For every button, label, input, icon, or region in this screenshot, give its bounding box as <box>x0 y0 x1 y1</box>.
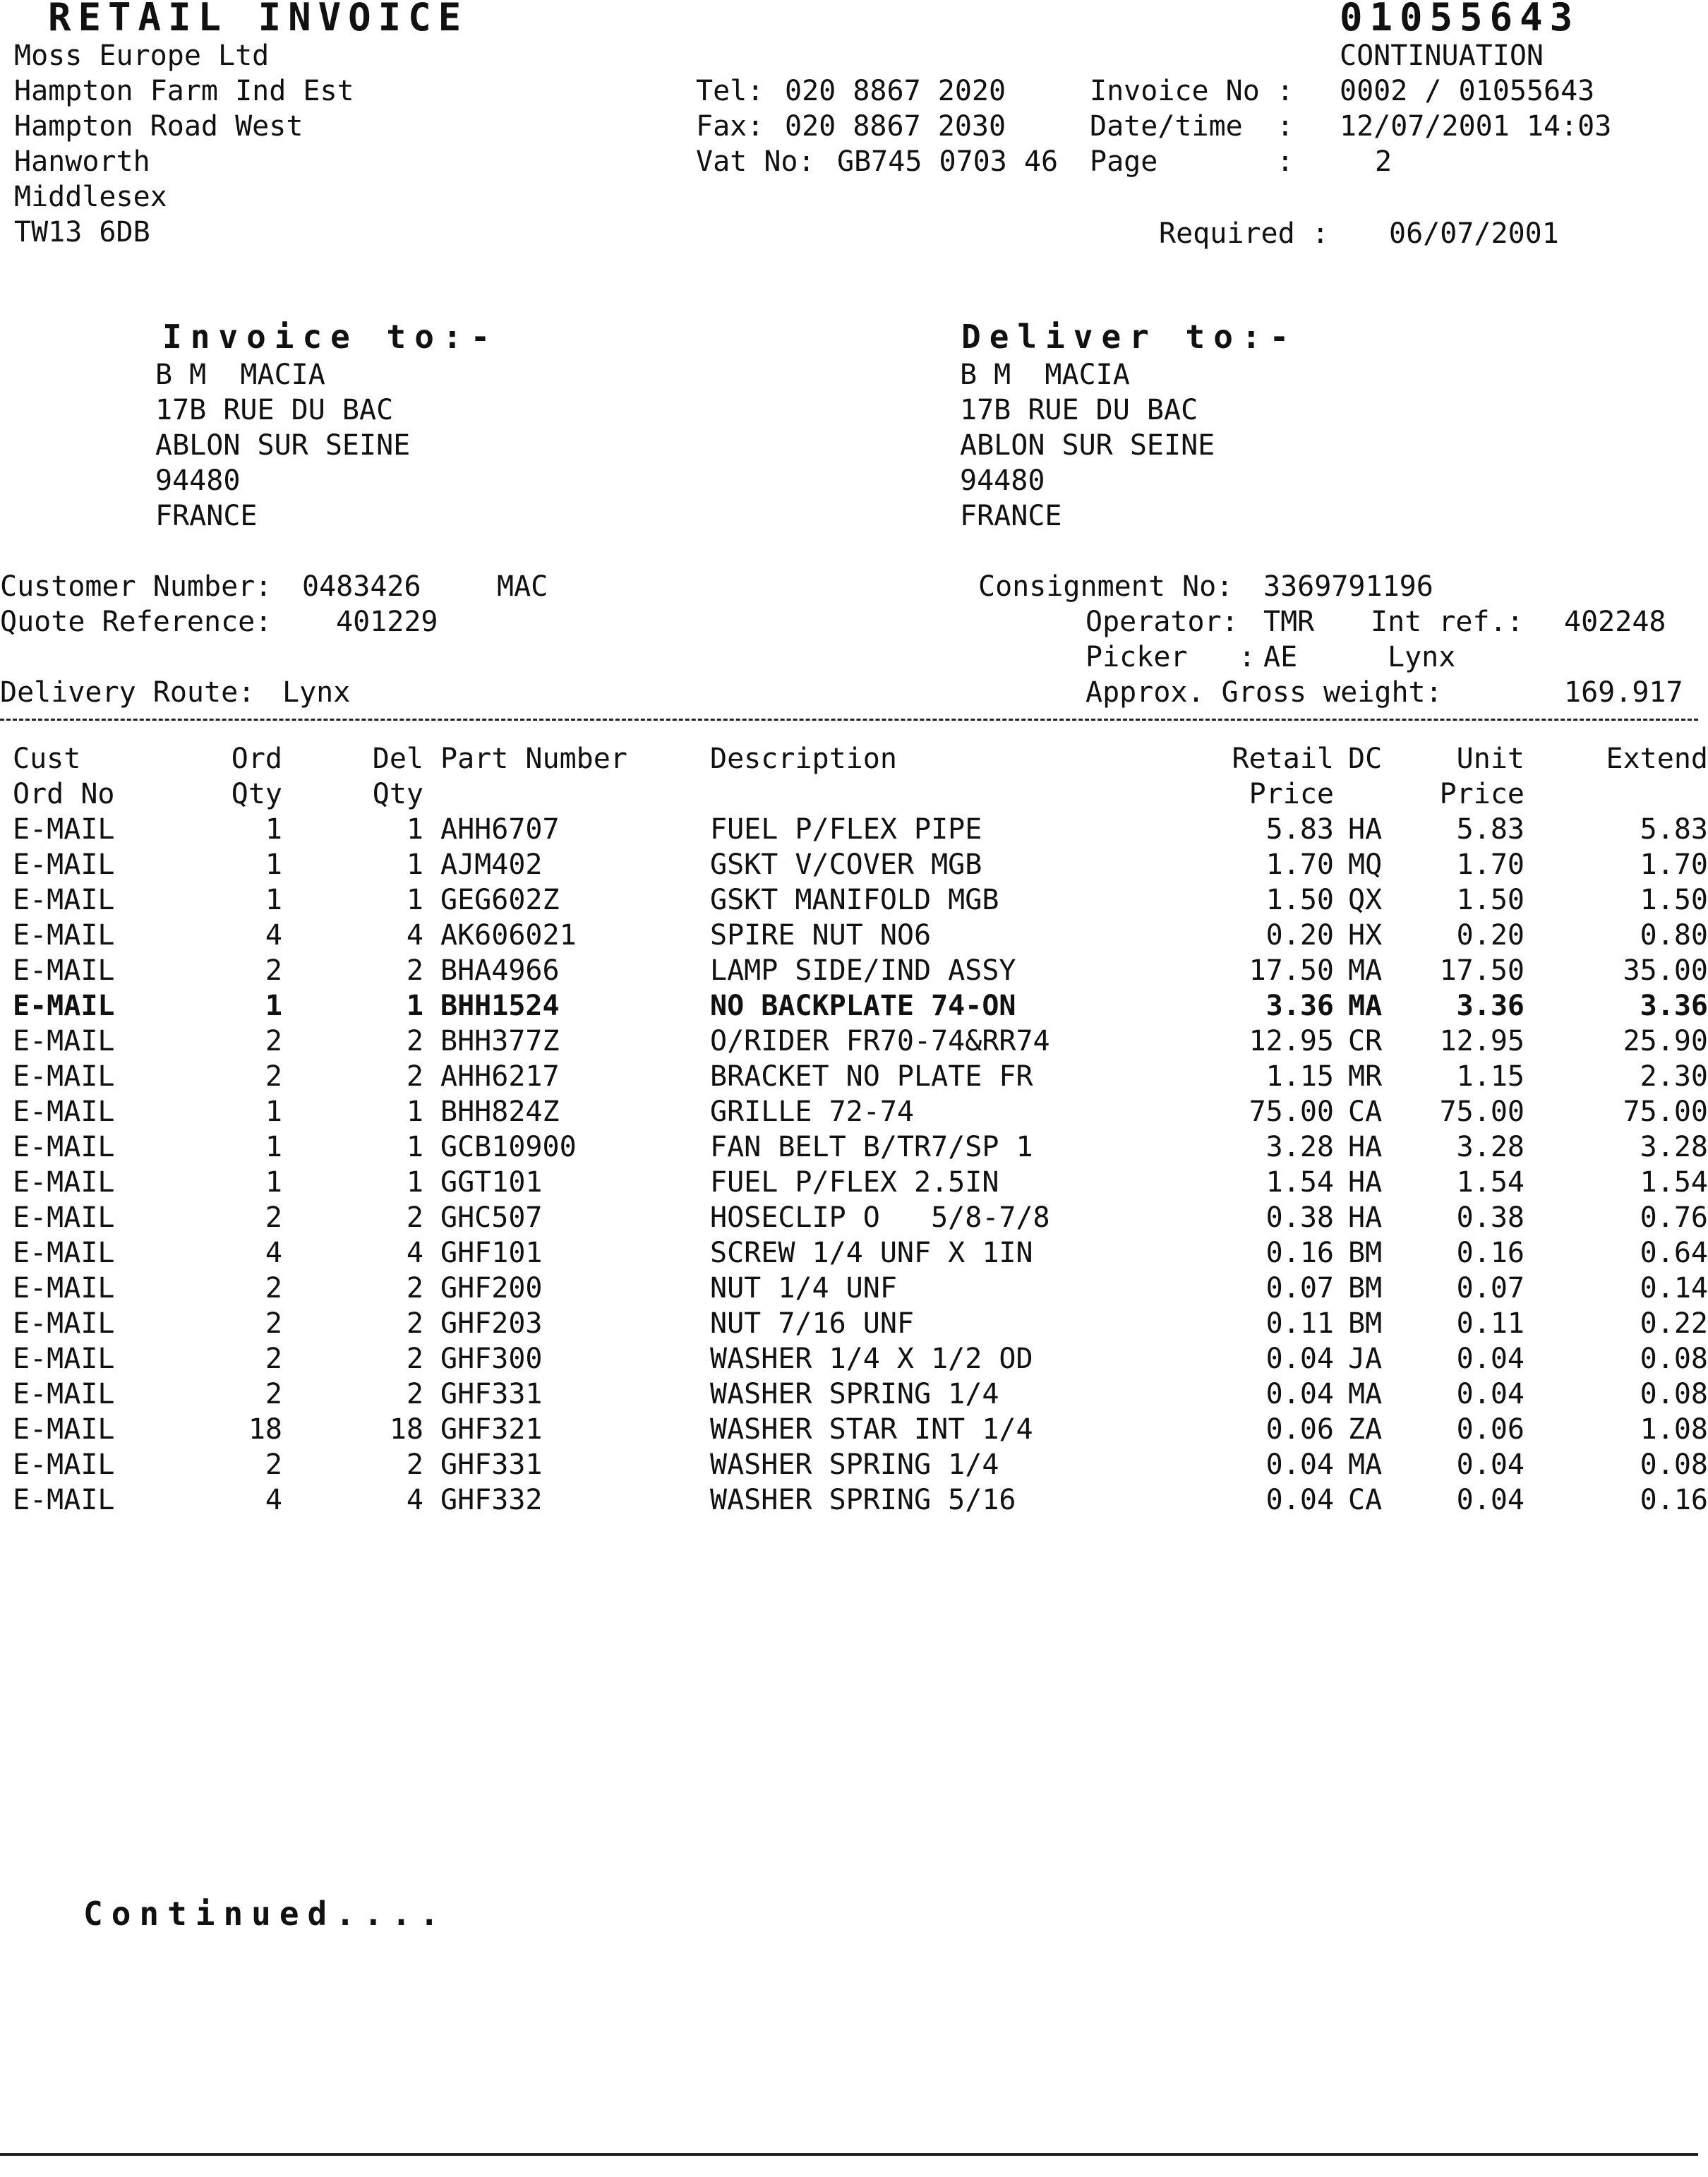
gross-weight-value: 169.917 <box>1564 676 1683 709</box>
table-row <box>0 918 1708 953</box>
table-header-row-2 <box>0 776 1698 812</box>
header-ord-qty: Qty <box>231 778 282 810</box>
cell-retail-price: 0.11 <box>1265 1307 1334 1340</box>
cell-dc: JA <box>1348 1343 1383 1375</box>
cell-cust-ord-no: E-MAIL <box>13 1131 115 1163</box>
header-description: Description <box>710 743 897 775</box>
cell-retail-price: 0.06 <box>1265 1413 1334 1446</box>
cell-extended: 0.08 <box>1640 1343 1708 1375</box>
table-row <box>0 812 1708 847</box>
invoice-to-name: B M MACIA <box>155 359 325 391</box>
cell-part-number: AK606021 <box>440 919 577 952</box>
cell-unit-price: 75.00 <box>1439 1096 1524 1128</box>
cell-description: WASHER SPRING 5/16 <box>710 1484 1016 1516</box>
company-address-line-4: Middlesex <box>14 181 167 213</box>
header-extend: Extend <box>1606 743 1708 775</box>
cell-extended: 0.64 <box>1640 1237 1708 1269</box>
cell-cust-ord-no: E-MAIL <box>13 848 115 881</box>
cell-part-number: GHF200 <box>440 1272 543 1305</box>
header-del-qty: Qty <box>372 778 423 810</box>
cell-description: SPIRE NUT NO6 <box>710 919 932 952</box>
invoice-to-country: FRANCE <box>155 500 258 532</box>
table-row <box>0 1129 1708 1165</box>
cell-description: BRACKET NO PLATE FR <box>710 1060 1033 1093</box>
cell-del-qty: 2 <box>406 1060 423 1093</box>
table-row <box>0 847 1708 882</box>
cell-part-number: GHF203 <box>440 1307 543 1340</box>
cell-ord-qty: 2 <box>265 1449 282 1481</box>
cell-unit-price: 0.04 <box>1456 1378 1524 1410</box>
cell-retail-price: 5.83 <box>1265 813 1334 846</box>
table-row <box>0 953 1708 988</box>
cell-ord-qty: 1 <box>265 848 282 881</box>
cell-description: SCREW 1/4 UNF X 1IN <box>710 1237 1033 1269</box>
cell-unit-price: 0.20 <box>1456 919 1524 952</box>
cell-del-qty: 2 <box>406 1307 423 1340</box>
table-row <box>0 1024 1708 1059</box>
cell-del-qty: 1 <box>406 813 423 846</box>
cell-retail-price: 17.50 <box>1249 954 1334 987</box>
deliver-to-postcode: 94480 <box>960 464 1045 497</box>
cell-retail-price: 12.95 <box>1249 1025 1334 1057</box>
cell-extended: 2.30 <box>1640 1060 1708 1093</box>
cell-del-qty: 2 <box>406 1343 423 1375</box>
cell-extended: 75.00 <box>1623 1096 1708 1128</box>
cell-unit-price: 0.06 <box>1456 1413 1524 1446</box>
cell-cust-ord-no: E-MAIL <box>13 1484 115 1516</box>
fax-label: Fax: <box>696 110 764 143</box>
cell-dc: HA <box>1348 813 1383 846</box>
cell-dc: MA <box>1348 954 1383 987</box>
tel-label: Tel: <box>696 75 764 107</box>
cell-description: GSKT MANIFOLD MGB <box>710 884 999 916</box>
cell-description: FUEL P/FLEX 2.5IN <box>710 1166 999 1199</box>
cell-extended: 35.00 <box>1623 954 1708 987</box>
cell-unit-price: 0.04 <box>1456 1343 1524 1375</box>
int-ref-value: 402248 <box>1564 606 1666 638</box>
header-retail: Retail <box>1232 743 1334 775</box>
continuation-label: CONTINUATION <box>1340 40 1544 72</box>
company-address-line-1: Hampton Farm Ind Est <box>14 75 354 107</box>
cell-del-qty: 1 <box>406 1166 423 1199</box>
company-name: Moss Europe Ltd <box>14 40 270 72</box>
cell-part-number: GHF321 <box>440 1413 543 1446</box>
cell-cust-ord-no: E-MAIL <box>13 919 115 952</box>
operator-label: Operator: <box>1085 606 1239 638</box>
cell-part-number: GHF331 <box>440 1449 543 1481</box>
cell-dc: HX <box>1348 919 1383 952</box>
cell-unit-price: 1.54 <box>1456 1166 1524 1199</box>
table-row <box>0 1059 1708 1094</box>
customer-number-label: Customer Number: <box>0 570 272 603</box>
cell-description: WASHER 1/4 X 1/2 OD <box>710 1343 1033 1375</box>
cell-ord-qty: 1 <box>265 813 282 846</box>
cell-extended: 1.50 <box>1640 884 1708 916</box>
cell-extended: 25.90 <box>1623 1025 1708 1057</box>
cell-cust-ord-no: E-MAIL <box>13 813 115 846</box>
cell-unit-price: 0.04 <box>1456 1484 1524 1516</box>
cell-cust-ord-no: E-MAIL <box>13 1060 115 1093</box>
cell-extended: 0.08 <box>1640 1449 1708 1481</box>
cell-retail-price: 1.15 <box>1265 1060 1334 1093</box>
cell-description: NUT 7/16 UNF <box>710 1307 914 1340</box>
cell-description: NUT 1/4 UNF <box>710 1272 897 1305</box>
table-row <box>0 988 1708 1024</box>
deliver-to-name: B M MACIA <box>960 359 1130 391</box>
table-row <box>0 1306 1708 1341</box>
table-header-row-1 <box>0 741 1708 776</box>
continued-label: Continued.... <box>83 1895 448 1933</box>
cell-del-qty: 4 <box>406 1484 423 1516</box>
delivery-route: Lynx <box>282 676 351 709</box>
cell-extended: 5.83 <box>1640 813 1708 846</box>
cell-part-number: GEG602Z <box>440 884 560 916</box>
cell-del-qty: 1 <box>406 1096 423 1128</box>
table-row <box>0 1412 1708 1447</box>
cell-cust-ord-no: E-MAIL <box>13 1378 115 1410</box>
cell-part-number: BHA4966 <box>440 954 560 987</box>
vat-label: Vat No: <box>696 145 815 178</box>
required-label: Required : <box>1159 217 1329 250</box>
cell-extended: 1.70 <box>1640 848 1708 881</box>
cell-retail-price: 0.04 <box>1265 1484 1334 1516</box>
cell-extended: 0.14 <box>1640 1272 1708 1305</box>
cell-unit-price: 17.50 <box>1439 954 1524 987</box>
cell-ord-qty: 4 <box>265 1237 282 1269</box>
cell-ord-qty: 2 <box>265 1307 282 1340</box>
header-retail-price: Price <box>1249 778 1334 810</box>
cell-part-number: AHH6217 <box>440 1060 560 1093</box>
cell-dc: HA <box>1348 1166 1383 1199</box>
cell-retail-price: 1.50 <box>1265 884 1334 916</box>
gross-weight-label: Approx. Gross weight: <box>1085 676 1443 709</box>
cell-del-qty: 2 <box>406 1378 423 1410</box>
cell-dc: MA <box>1348 990 1383 1022</box>
cell-unit-price: 3.36 <box>1456 990 1524 1022</box>
header-unit: Unit <box>1456 743 1524 775</box>
cell-ord-qty: 1 <box>265 1166 282 1199</box>
cell-description: FAN BELT B/TR7/SP 1 <box>710 1131 1033 1163</box>
cell-extended: 0.22 <box>1640 1307 1708 1340</box>
cell-del-qty: 1 <box>406 990 423 1022</box>
cell-part-number: AHH6707 <box>440 813 560 846</box>
cell-del-qty: 2 <box>406 1025 423 1057</box>
invoice-number-header: 01055643 <box>1340 0 1580 40</box>
cell-cust-ord-no: E-MAIL <box>13 990 115 1022</box>
cell-unit-price: 0.38 <box>1456 1201 1524 1234</box>
cell-dc: MR <box>1348 1060 1383 1093</box>
cell-dc: HA <box>1348 1201 1383 1234</box>
cell-retail-price: 0.16 <box>1265 1237 1334 1269</box>
header-ord-no: Ord No <box>13 778 115 810</box>
page-value: 2 <box>1375 145 1393 178</box>
cell-dc: BM <box>1348 1307 1383 1340</box>
table-row <box>0 1094 1708 1129</box>
cell-unit-price: 3.28 <box>1456 1131 1524 1163</box>
cell-description: WASHER SPRING 1/4 <box>710 1449 999 1481</box>
table-row <box>0 1482 1708 1518</box>
header-del: Del <box>372 743 423 775</box>
cell-dc: HA <box>1348 1131 1383 1163</box>
cell-extended: 0.80 <box>1640 919 1708 952</box>
cell-description: LAMP SIDE/IND ASSY <box>710 954 1016 987</box>
cell-extended: 0.16 <box>1640 1484 1708 1516</box>
cell-extended: 3.28 <box>1640 1131 1708 1163</box>
company-postcode: TW13 6DB <box>14 216 150 248</box>
cell-unit-price: 0.16 <box>1456 1237 1524 1269</box>
consignment-no: 3369791196 <box>1263 570 1433 603</box>
picker-route: Lynx <box>1388 641 1456 673</box>
cell-cust-ord-no: E-MAIL <box>13 1413 115 1446</box>
cell-description: GSKT V/COVER MGB <box>710 848 982 881</box>
fax-value: 020 8867 2030 <box>785 110 1006 143</box>
operator-value: TMR <box>1263 606 1315 638</box>
cell-ord-qty: 18 <box>248 1413 282 1446</box>
cell-part-number: GGT101 <box>440 1166 543 1199</box>
cell-retail-price: 1.54 <box>1265 1166 1334 1199</box>
cell-ord-qty: 1 <box>265 1096 282 1128</box>
header-unit-price: Price <box>1439 778 1524 810</box>
cell-part-number: GHF331 <box>440 1378 543 1410</box>
cell-extended: 1.54 <box>1640 1166 1708 1199</box>
cell-extended: 1.08 <box>1640 1413 1708 1446</box>
document-title: RETAIL INVOICE <box>48 0 469 40</box>
cell-cust-ord-no: E-MAIL <box>13 954 115 987</box>
cell-description: O/RIDER FR70-74&RR74 <box>710 1025 1050 1057</box>
quote-reference: 401229 <box>336 606 438 638</box>
cell-unit-price: 0.07 <box>1456 1272 1524 1305</box>
cell-retail-price: 0.38 <box>1265 1201 1334 1234</box>
cell-description: NO BACKPLATE 74-ON <box>710 990 1016 1022</box>
cell-del-qty: 2 <box>406 954 423 987</box>
picker-label: Picker : <box>1085 641 1256 673</box>
cell-cust-ord-no: E-MAIL <box>13 1449 115 1481</box>
invoice-to-street: 17B RUE DU BAC <box>155 394 394 426</box>
invoice-to-city: ABLON SUR SEINE <box>155 429 411 462</box>
int-ref-label: Int ref.: <box>1371 606 1524 638</box>
cell-part-number: BHH1524 <box>440 990 560 1022</box>
cell-retail-price: 0.04 <box>1265 1343 1334 1375</box>
cell-retail-price: 0.04 <box>1265 1378 1334 1410</box>
cell-del-qty: 1 <box>406 884 423 916</box>
cell-dc: CR <box>1348 1025 1383 1057</box>
delivery-route-label: Delivery Route: <box>0 676 255 709</box>
cell-description: WASHER STAR INT 1/4 <box>710 1413 1033 1446</box>
cell-del-qty: 2 <box>406 1272 423 1305</box>
cell-cust-ord-no: E-MAIL <box>13 1272 115 1305</box>
invoice-no-label: Invoice No : <box>1090 75 1294 107</box>
cell-dc: MA <box>1348 1378 1383 1410</box>
cell-dc: CA <box>1348 1096 1383 1128</box>
cell-part-number: GHC507 <box>440 1201 543 1234</box>
table-row <box>0 1235 1708 1271</box>
company-address-line-2: Hampton Road West <box>14 110 303 143</box>
cell-dc: BM <box>1348 1237 1383 1269</box>
deliver-to-street: 17B RUE DU BAC <box>960 394 1198 426</box>
cell-cust-ord-no: E-MAIL <box>13 884 115 916</box>
deliver-to-country: FRANCE <box>960 500 1062 532</box>
cell-del-qty: 2 <box>406 1201 423 1234</box>
cell-ord-qty: 2 <box>265 1060 282 1093</box>
table-row <box>0 1377 1708 1412</box>
invoice-to-postcode: 94480 <box>155 464 241 497</box>
cell-unit-price: 12.95 <box>1439 1025 1524 1057</box>
cell-ord-qty: 2 <box>265 954 282 987</box>
cell-ord-qty: 1 <box>265 990 282 1022</box>
invoice-no-value: 0002 / 01055643 <box>1340 75 1595 107</box>
cell-unit-price: 0.11 <box>1456 1307 1524 1340</box>
cell-del-qty: 4 <box>406 919 423 952</box>
cell-retail-price: 0.20 <box>1265 919 1334 952</box>
table-row <box>0 1447 1708 1482</box>
page-bottom-rule <box>0 2153 1698 2156</box>
cell-ord-qty: 4 <box>265 919 282 952</box>
cell-cust-ord-no: E-MAIL <box>13 1166 115 1199</box>
cell-dc: ZA <box>1348 1413 1383 1446</box>
cell-description: FUEL P/FLEX PIPE <box>710 813 982 846</box>
cell-dc: MA <box>1348 1449 1383 1481</box>
cell-ord-qty: 2 <box>265 1343 282 1375</box>
vat-value: GB745 0703 46 <box>837 145 1059 178</box>
cell-part-number: AJM402 <box>440 848 543 881</box>
cell-retail-price: 0.04 <box>1265 1449 1334 1481</box>
table-top-rule <box>0 719 1698 721</box>
cell-extended: 3.36 <box>1640 990 1708 1022</box>
cell-ord-qty: 2 <box>265 1201 282 1234</box>
picker-value: AE <box>1263 641 1298 673</box>
cell-cust-ord-no: E-MAIL <box>13 1201 115 1234</box>
cell-retail-price: 3.28 <box>1265 1131 1334 1163</box>
header-cust: Cust <box>13 743 81 775</box>
cell-description: GRILLE 72-74 <box>710 1096 914 1128</box>
table-row <box>0 1165 1708 1200</box>
deliver-to-heading: Deliver to:- <box>961 318 1298 356</box>
invoice-to-heading: Invoice to:- <box>162 318 499 356</box>
cell-dc: MQ <box>1348 848 1383 881</box>
quote-reference-label: Quote Reference: <box>0 606 272 638</box>
cell-cust-ord-no: E-MAIL <box>13 1025 115 1057</box>
cell-retail-price: 1.70 <box>1265 848 1334 881</box>
cell-ord-qty: 2 <box>265 1378 282 1410</box>
cell-cust-ord-no: E-MAIL <box>13 1343 115 1375</box>
cell-ord-qty: 1 <box>265 1131 282 1163</box>
cell-cust-ord-no: E-MAIL <box>13 1237 115 1269</box>
cell-cust-ord-no: E-MAIL <box>13 1096 115 1128</box>
table-row <box>0 882 1708 918</box>
customer-code: MAC <box>497 570 548 603</box>
tel-value: 020 8867 2020 <box>785 75 1006 107</box>
cell-extended: 0.08 <box>1640 1378 1708 1410</box>
cell-part-number: BHH824Z <box>440 1096 560 1128</box>
cell-dc: QX <box>1348 884 1383 916</box>
consignment-no-label: Consignment No: <box>978 570 1234 603</box>
table-row <box>0 1341 1708 1377</box>
cell-unit-price: 1.50 <box>1456 884 1524 916</box>
cell-ord-qty: 1 <box>265 884 282 916</box>
cell-unit-price: 1.15 <box>1456 1060 1524 1093</box>
cell-description: HOSECLIP O 5/8-7/8 <box>710 1201 1050 1234</box>
cell-del-qty: 2 <box>406 1449 423 1481</box>
datetime-label: Date/time : <box>1090 110 1294 143</box>
table-row <box>0 1200 1708 1235</box>
cell-retail-price: 3.36 <box>1265 990 1334 1022</box>
cell-description: WASHER SPRING 1/4 <box>710 1378 999 1410</box>
cell-ord-qty: 4 <box>265 1484 282 1516</box>
deliver-to-city: ABLON SUR SEINE <box>960 429 1215 462</box>
cell-del-qty: 1 <box>406 848 423 881</box>
datetime-value: 12/07/2001 14:03 <box>1340 110 1612 143</box>
cell-retail-price: 75.00 <box>1249 1096 1334 1128</box>
cell-unit-price: 5.83 <box>1456 813 1524 846</box>
required-date: 06/07/2001 <box>1389 217 1559 250</box>
cell-part-number: GHF300 <box>440 1343 543 1375</box>
cell-part-number: GCB10900 <box>440 1131 577 1163</box>
cell-ord-qty: 2 <box>265 1272 282 1305</box>
cell-part-number: GHF332 <box>440 1484 543 1516</box>
cell-cust-ord-no: E-MAIL <box>13 1307 115 1340</box>
cell-ord-qty: 2 <box>265 1025 282 1057</box>
table-row <box>0 1271 1708 1306</box>
cell-retail-price: 0.07 <box>1265 1272 1334 1305</box>
cell-part-number: BHH377Z <box>440 1025 560 1057</box>
cell-del-qty: 1 <box>406 1131 423 1163</box>
page-label: Page : <box>1090 145 1294 178</box>
header-dc: DC <box>1348 743 1383 775</box>
cell-unit-price: 0.04 <box>1456 1449 1524 1481</box>
header-ord: Ord <box>231 743 282 775</box>
cell-del-qty: 4 <box>406 1237 423 1269</box>
cell-part-number: GHF101 <box>440 1237 543 1269</box>
cell-dc: CA <box>1348 1484 1383 1516</box>
customer-number: 0483426 <box>302 570 421 603</box>
cell-unit-price: 1.70 <box>1456 848 1524 881</box>
company-address-line-3: Hanworth <box>14 145 150 178</box>
header-part-number: Part Number <box>440 743 627 775</box>
cell-extended: 0.76 <box>1640 1201 1708 1234</box>
cell-del-qty: 18 <box>389 1413 423 1446</box>
cell-dc: BM <box>1348 1272 1383 1305</box>
